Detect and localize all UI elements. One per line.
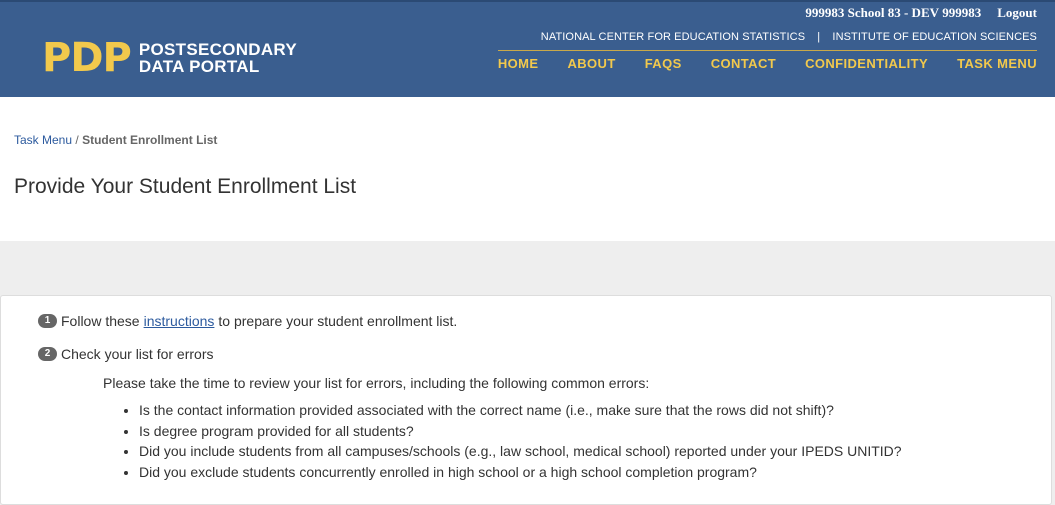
- pdp-logo[interactable]: [42, 35, 298, 81]
- logout-link[interactable]: Logout: [997, 5, 1037, 20]
- step-2-badge: 2: [38, 347, 57, 361]
- list-item: • Is the contact information provided associated with the correct name (i.e., make sure that the rows did not shift)?: [139, 400, 902, 421]
- list-item: • Did you include students from all campuses/schools (e.g., law school, medical school) reported under your IPEDS UNITID?: [139, 441, 902, 462]
- step-1-badge: 1: [38, 314, 57, 328]
- nav-confidentiality[interactable]: CONFIDENTIALITY: [805, 56, 929, 71]
- account-code: 999983: [805, 5, 845, 20]
- account-info: [805, 5, 981, 21]
- list-item: • Is degree program provided for all students?: [139, 421, 902, 442]
- nav-divider: [498, 50, 1037, 51]
- user-bar: [805, 5, 1037, 21]
- main-nav: [498, 56, 1037, 71]
- account-name: School 83 - DEV: [847, 5, 940, 20]
- agency-line: [541, 31, 1037, 43]
- breadcrumb: [14, 133, 217, 147]
- logo-text: [139, 41, 297, 75]
- common-errors-list: [121, 400, 902, 482]
- breadcrumb-current: Student Enrollment List: [82, 133, 218, 147]
- account-id: 999983: [942, 5, 982, 20]
- agency-nces-link[interactable]: NATIONAL CENTER FOR EDUCATION STATISTICS: [540, 31, 806, 43]
- instructions-card: [0, 295, 1052, 505]
- nav-contact[interactable]: CONTACT: [710, 56, 777, 71]
- agency-separator: |: [817, 31, 821, 43]
- instructions-link[interactable]: instructions: [143, 313, 215, 329]
- logo-abbreviation: PDP: [42, 35, 131, 81]
- step-2-text: Check your list for errors: [61, 346, 214, 362]
- nav-faqs[interactable]: FAQS: [644, 56, 682, 71]
- site-header: [0, 0, 1055, 97]
- title-section: [0, 97, 1055, 241]
- nav-task-menu[interactable]: TASK MENU: [957, 56, 1037, 71]
- agency-ies-link[interactable]: INSTITUTE OF EDUCATION SCIENCES: [832, 31, 1037, 43]
- logo-line-2: DATA PORTAL: [138, 57, 260, 76]
- breadcrumb-separator: /: [75, 133, 79, 147]
- list-item: • Did you exclude students concurrently enrolled in high school or a high school completion program?: [139, 462, 902, 483]
- step-2: [38, 346, 213, 362]
- step-1-text-before: Follow these: [61, 313, 140, 329]
- step-1: [38, 313, 457, 329]
- page-title: Provide Your Student Enrollment List: [14, 175, 357, 198]
- logo-line-1: POSTSECONDARY: [138, 40, 298, 59]
- nav-home[interactable]: HOME: [497, 56, 539, 71]
- step-1-text-after: to prepare your student enrollment list.: [218, 313, 458, 329]
- breadcrumb-task-menu[interactable]: Task Menu: [14, 133, 73, 147]
- error-check-intro: Please take the time to review your list for errors, including the following common errors:: [103, 375, 650, 391]
- nav-about[interactable]: ABOUT: [567, 56, 616, 71]
